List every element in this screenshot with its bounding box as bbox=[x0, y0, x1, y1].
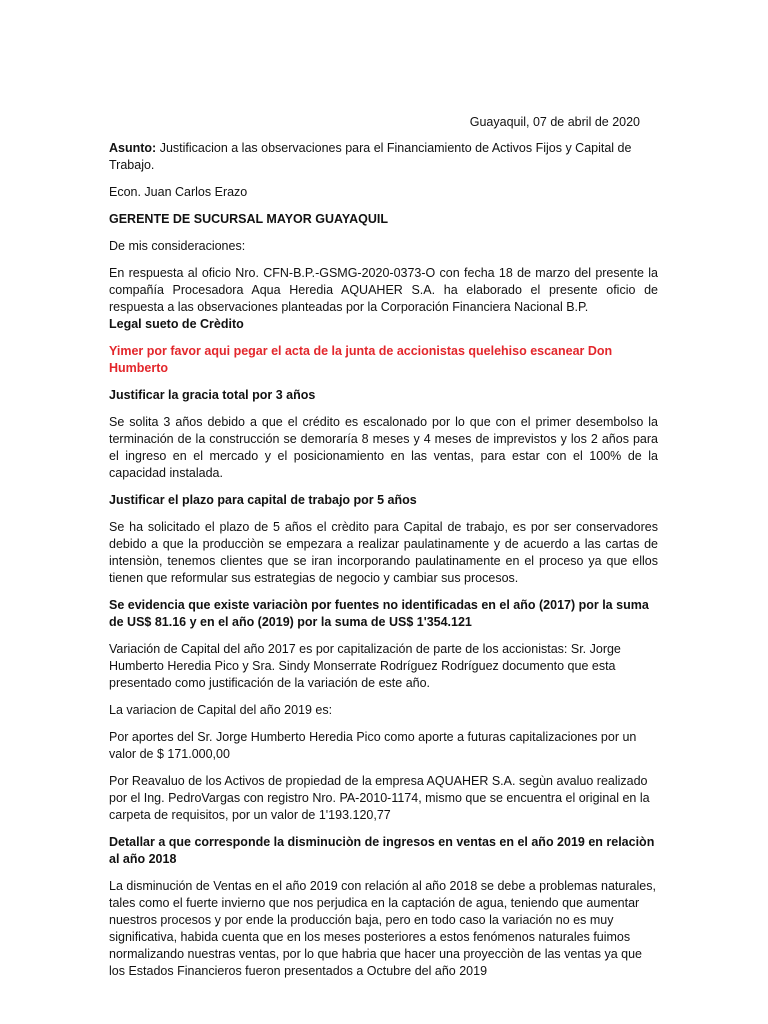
recipient-name: Econ. Juan Carlos Erazo bbox=[109, 185, 248, 199]
subject-line bbox=[109, 140, 658, 174]
paragraph-reavaluo: Por Reavaluo de los Activos de propiedad de la empresa AQUAHER S.A. segùn avaluo realizado por el Ing. PedroVargas con registro Nro. PA-2010-1174, mismo que se encuentra el original en la carpeta de requisitos, por un valor de 1'193.120,77 bbox=[109, 774, 650, 822]
heading-variation: Se evidencia que existe variaciòn por fuentes no identificadas en el año (2017) por la suma de US$ 81.16 y en el año (2019) por la suma de US$ 1'354.121 bbox=[109, 598, 649, 629]
letter-body bbox=[109, 140, 658, 990]
heading-decrease: Detallar a que corresponde la disminuciòn de ingresos en ventas en el año 2019 en relaciòn al año 2018 bbox=[109, 835, 655, 866]
paragraph-2017: Variación de Capital del año 2017 es por capitalización de parte de los accionistas: Sr. Jorge Humberto Heredia Pico y Sra. Sindy Monserrate Rodríguez Rodríguez documento que esta presentado como justificación de la variación de este año. bbox=[109, 642, 621, 690]
heading-grace: Justificar la gracia total por 3 años bbox=[109, 388, 316, 402]
paragraph-aportes: Por aportes del Sr. Jorge Humberto Heredia Pico como aporte a futuras capitalizaciones por un valor de $ 171.000,00 bbox=[109, 730, 637, 761]
paragraph-term: Se ha solicitado el plazo de 5 años el crèdito para Capital de trabajo, es por ser conservadores debido a que la producciòn se empezara a realizar paulatinamente y de acuerdo a las cartas de intensiòn, tenemos clientes que se iran incorporando paulatinamente en el proceso ya que ellos tienen que reformular sus estrategias de negocio y cambiar sus procesos. bbox=[109, 520, 658, 585]
paragraph-grace: Se solita 3 años debido a que el crédito es escalonado por lo que con el primer desembolso la terminación de la construcción se demoraría 8 meses y 4 meses de imprevistos y los 2 años para el ingreso en el mercado y el posicionamiento en las ventas, para estar con el 100% de la capacidad instalada. bbox=[109, 415, 658, 480]
red-note: Yimer por favor aqui pegar el acta de la junta de accionistas quelehiso escanear Don Humberto bbox=[109, 344, 613, 375]
intro-paragraph: En respuesta al oficio Nro. CFN-B.P.-GSMG-2020-0373-O con fecha 18 de marzo del presente la compañía Procesadora Aqua Heredia AQUAHER S.A. ha elaborado el presente oficio de respuesta a las observaciones planteadas por la Corporación Financiera Nacional B.P. bbox=[109, 266, 658, 314]
legal-line: Legal sueto de Crèdito bbox=[109, 317, 244, 331]
paragraph-decrease: La disminución de Ventas en el año 2019 con relación al año 2018 se debe a problemas naturales, tales como el fuerte invierno que nos perjudica en la captación de agua, teniendo que aumentar nuestros procesos y por ende la producción baja, pero en todo caso la variación no es muy significativa, habida cuenta que en los meses posteriores a estos fenómenos naturales fuimos normalizando nuestras ventas, por lo que habria que hacer una proyecciòn de las ventas ya que los Estados Financieros fueron presentados a Octubre del año 2019 bbox=[109, 879, 656, 978]
subject-text: Justificacion a las observaciones para el Financiamiento de Activos Fijos y Capital de Trabajo. bbox=[109, 141, 632, 172]
subject-label: Asunto: bbox=[109, 141, 157, 155]
line-2019-intro: La variacion de Capital del año 2019 es: bbox=[109, 703, 333, 717]
date-line: Guayaquil, 07 de abril de 2020 bbox=[469, 115, 640, 129]
recipient-title: GERENTE DE SUCURSAL MAYOR GUAYAQUIL bbox=[109, 212, 388, 226]
salutation: De mis consideraciones: bbox=[109, 239, 246, 253]
heading-term: Justificar el plazo para capital de trabajo por 5 años bbox=[109, 493, 417, 507]
